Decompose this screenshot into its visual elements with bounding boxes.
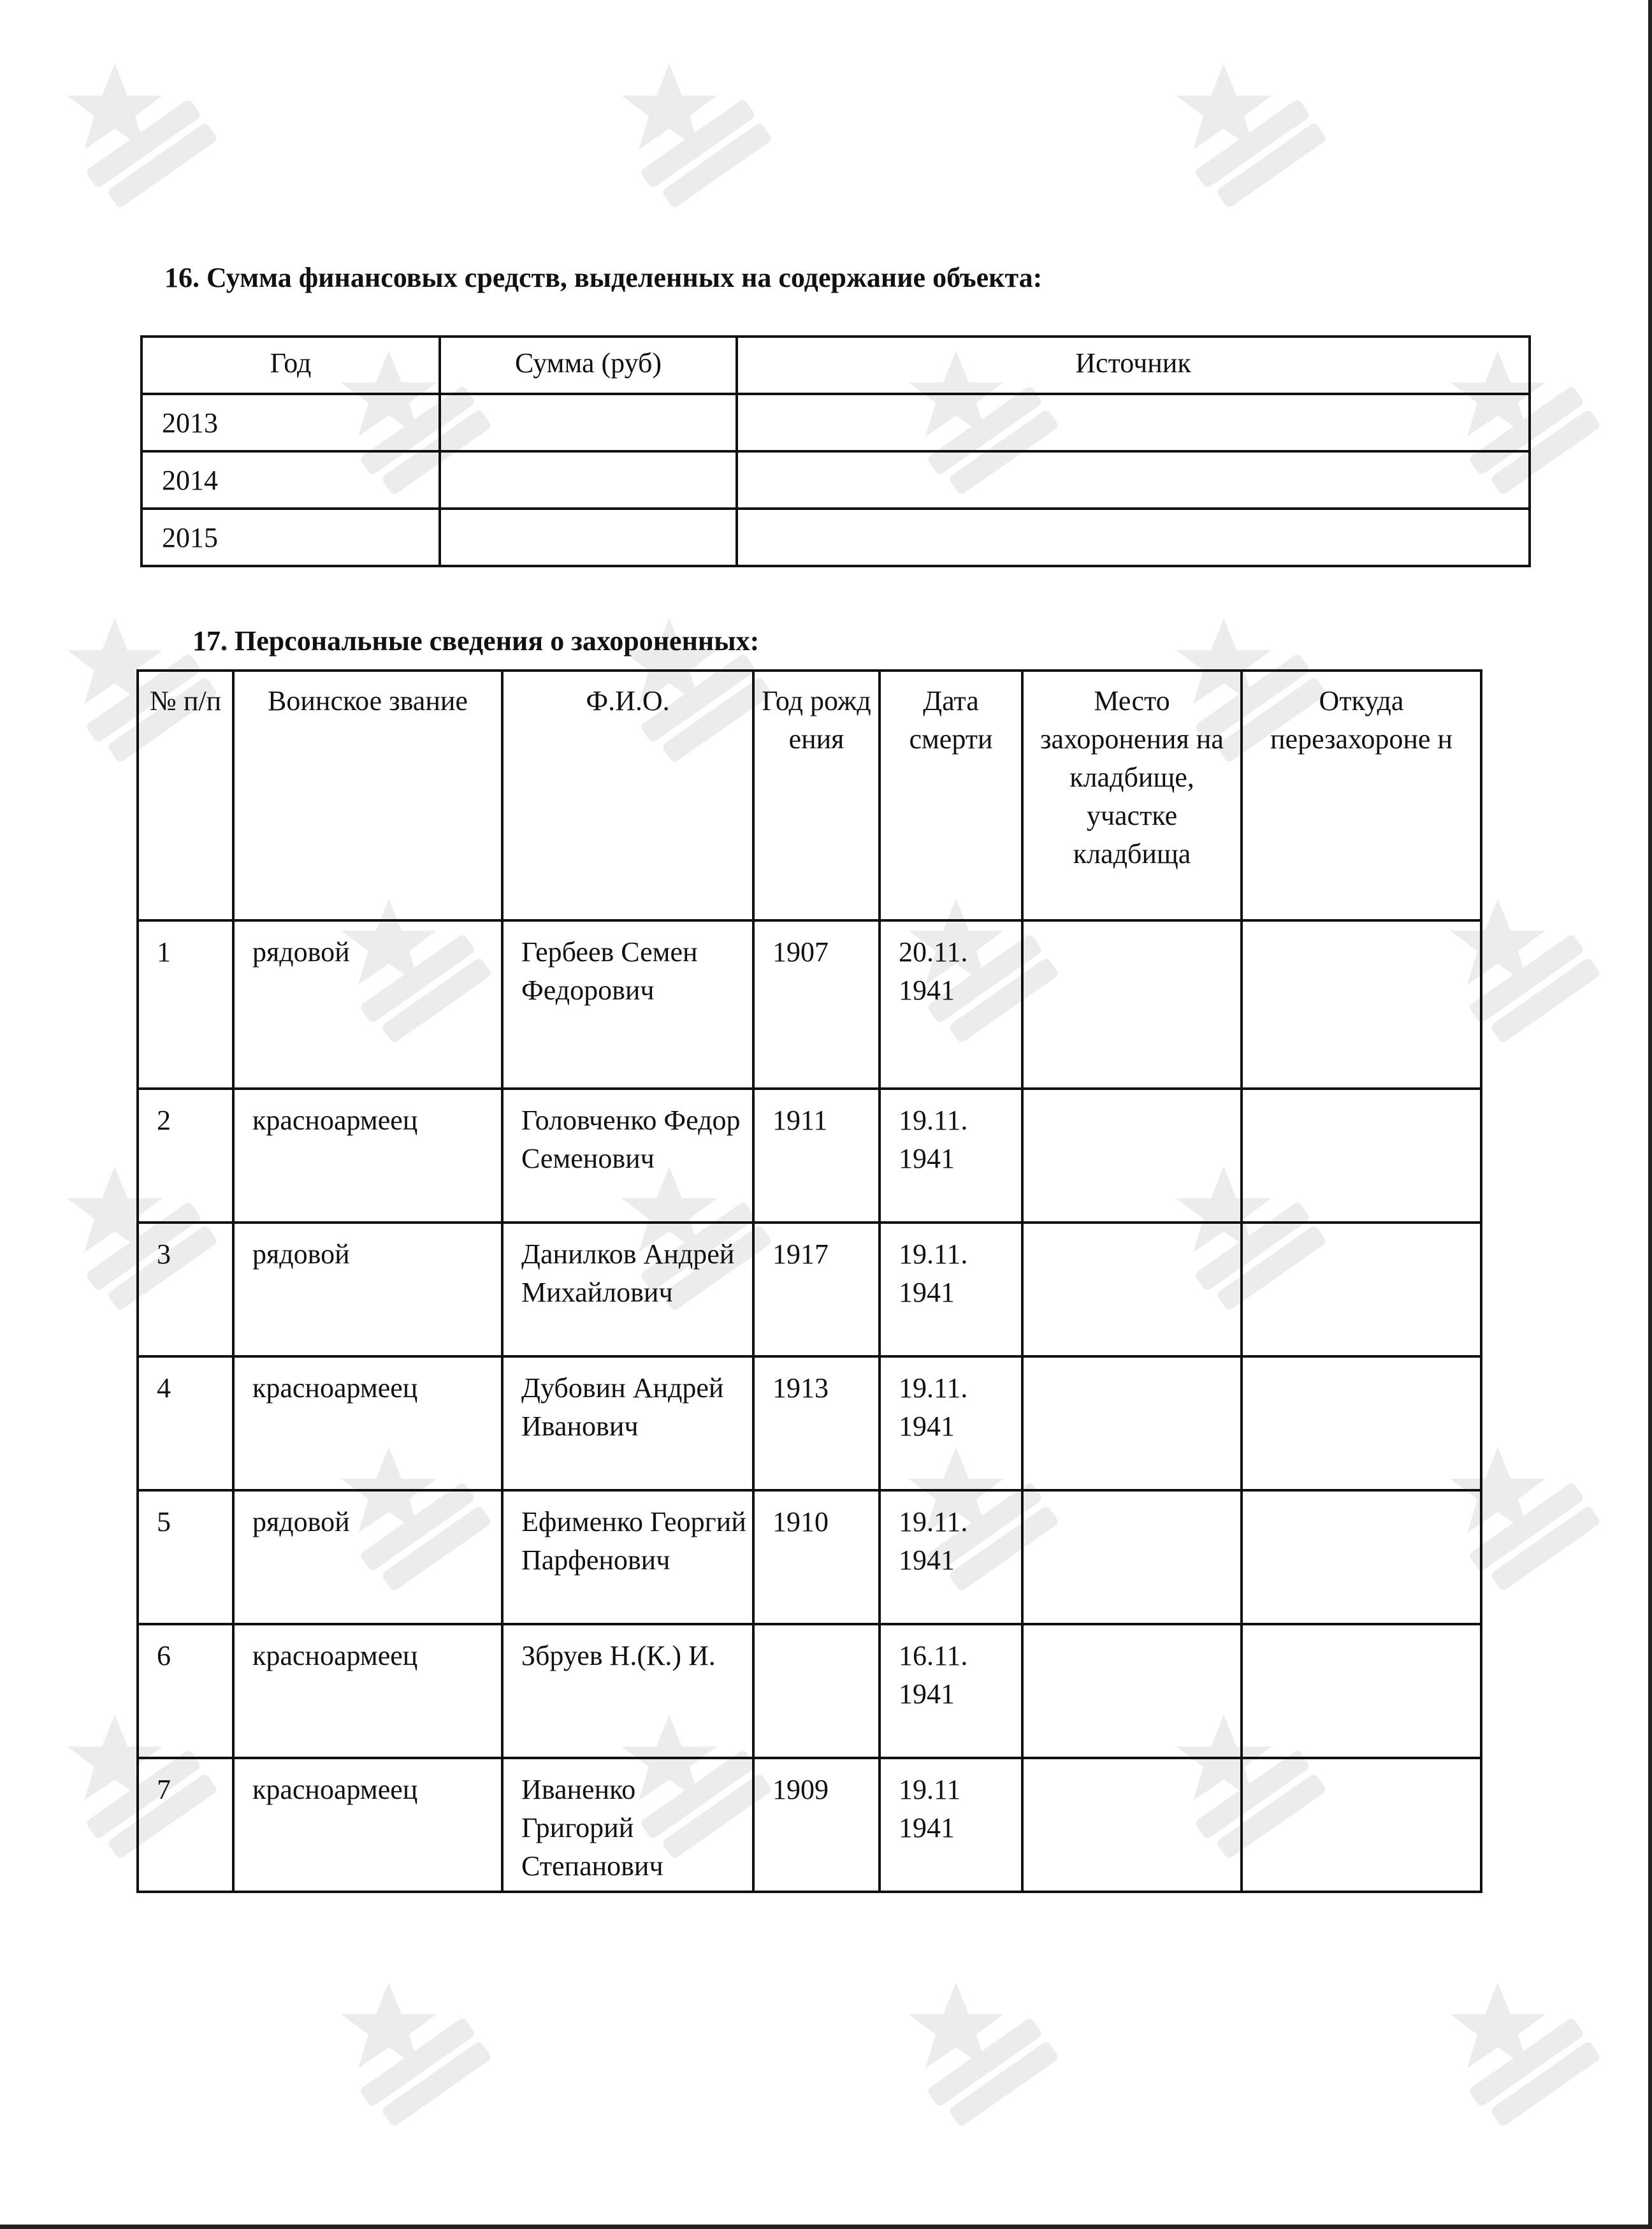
cell-reburied-from: [1242, 1223, 1481, 1356]
table-row: [138, 1490, 1481, 1624]
cell-name: Збруев Н.(К.) И.: [502, 1624, 753, 1758]
column-header-number: № п/п: [138, 671, 233, 920]
cell-source: [737, 509, 1530, 566]
column-header-birth-year: Год рожд ения: [753, 671, 880, 920]
cell-rank: красноармеец: [233, 1356, 502, 1490]
cell-number: 2: [138, 1089, 233, 1223]
table-row: [138, 1758, 1481, 1892]
cell-name: Дубовин Андрей Иванович: [502, 1356, 753, 1490]
cell-burial-place: [1022, 1356, 1242, 1490]
cell-rank: рядовой: [233, 920, 502, 1089]
table-row: [138, 1089, 1481, 1223]
section-16-heading: 16. Сумма финансовых средств, выделенных на содержание объекта:: [164, 262, 1043, 293]
cell-death-date: 19.11 1941: [880, 1758, 1022, 1892]
cell-number: 5: [138, 1490, 233, 1624]
table-row: [138, 1624, 1481, 1758]
cell-name: Головченко Федор Семенович: [502, 1089, 753, 1223]
table-row: [138, 1223, 1481, 1356]
column-header-death-date: Дата смерти: [880, 671, 1022, 920]
cell-rank: рядовой: [233, 1490, 502, 1624]
cell-amount: [440, 509, 737, 566]
cell-birth-year: 1917: [753, 1223, 880, 1356]
cell-amount: [440, 451, 737, 509]
cell-reburied-from: [1242, 1624, 1481, 1758]
table-header-row: [141, 337, 1530, 394]
cell-year: 2013: [141, 394, 440, 451]
cell-name: Гербеев Семен Федорович: [502, 920, 753, 1089]
cell-burial-place: [1022, 1758, 1242, 1892]
table-header-row: [138, 671, 1481, 920]
cell-birth-year: 1910: [753, 1490, 880, 1624]
cell-rank: красноармеец: [233, 1624, 502, 1758]
table-row: [138, 1356, 1481, 1490]
watermark-icon: [57, 57, 223, 210]
cell-burial-place: [1022, 1624, 1242, 1758]
cell-name: Ефименко Георгий Парфенович: [502, 1490, 753, 1624]
cell-death-date: 19.11. 1941: [880, 1223, 1022, 1356]
cell-reburied-from: [1242, 1490, 1481, 1624]
cell-reburied-from: [1242, 920, 1481, 1089]
column-header-burial-place: Место захоронения на кладбище, участке кладбища: [1022, 671, 1242, 920]
watermark-icon: [899, 1976, 1064, 2129]
table-row: [141, 394, 1530, 451]
cell-death-date: 19.11. 1941: [880, 1490, 1022, 1624]
column-header-year: Год: [141, 337, 440, 394]
cell-birth-year: 1911: [753, 1089, 880, 1223]
cell-number: 7: [138, 1758, 233, 1892]
cell-death-date: 19.11. 1941: [880, 1356, 1022, 1490]
cell-death-date: 16.11. 1941: [880, 1624, 1022, 1758]
cell-burial-place: [1022, 920, 1242, 1089]
burials-table: [136, 669, 1482, 1893]
cell-rank: красноармеец: [233, 1089, 502, 1223]
cell-birth-year: 1909: [753, 1758, 880, 1892]
watermark-icon: [1440, 1976, 1606, 2129]
cell-birth-year: [753, 1624, 880, 1758]
section-17-heading: 17. Персональные сведения о захороненных:: [192, 625, 760, 657]
table-row: [138, 920, 1481, 1089]
cell-death-date: 19.11. 1941: [880, 1089, 1022, 1223]
cell-reburied-from: [1242, 1758, 1481, 1892]
column-header-amount: Сумма (руб): [440, 337, 737, 394]
column-header-source: Источник: [737, 337, 1530, 394]
cell-burial-place: [1022, 1223, 1242, 1356]
cell-year: 2014: [141, 451, 440, 509]
watermark-icon: [331, 1976, 497, 2129]
cell-number: 1: [138, 920, 233, 1089]
cell-name: Иваненко Григорий Степанович: [502, 1758, 753, 1892]
cell-year: 2015: [141, 509, 440, 566]
cell-rank: красноармеец: [233, 1758, 502, 1892]
cell-source: [737, 451, 1530, 509]
cell-amount: [440, 394, 737, 451]
column-header-name: Ф.И.О.: [502, 671, 753, 920]
watermark-icon: [1166, 57, 1332, 210]
cell-name: Данилков Андрей Михайлович: [502, 1223, 753, 1356]
cell-reburied-from: [1242, 1089, 1481, 1223]
cell-number: 3: [138, 1223, 233, 1356]
cell-rank: рядовой: [233, 1223, 502, 1356]
table-row: [141, 509, 1530, 566]
cell-number: 4: [138, 1356, 233, 1490]
cell-reburied-from: [1242, 1356, 1481, 1490]
cell-source: [737, 394, 1530, 451]
cell-number: 6: [138, 1624, 233, 1758]
cell-birth-year: 1907: [753, 920, 880, 1089]
watermark-icon: [612, 57, 778, 210]
cell-burial-place: [1022, 1490, 1242, 1624]
table-row: [141, 451, 1530, 509]
column-header-reburied-from: Откуда перезахороне н: [1242, 671, 1481, 920]
cell-death-date: 20.11. 1941: [880, 920, 1022, 1089]
cell-burial-place: [1022, 1089, 1242, 1223]
column-header-rank: Воинское звание: [233, 671, 502, 920]
funding-table: [140, 335, 1531, 567]
cell-birth-year: 1913: [753, 1356, 880, 1490]
